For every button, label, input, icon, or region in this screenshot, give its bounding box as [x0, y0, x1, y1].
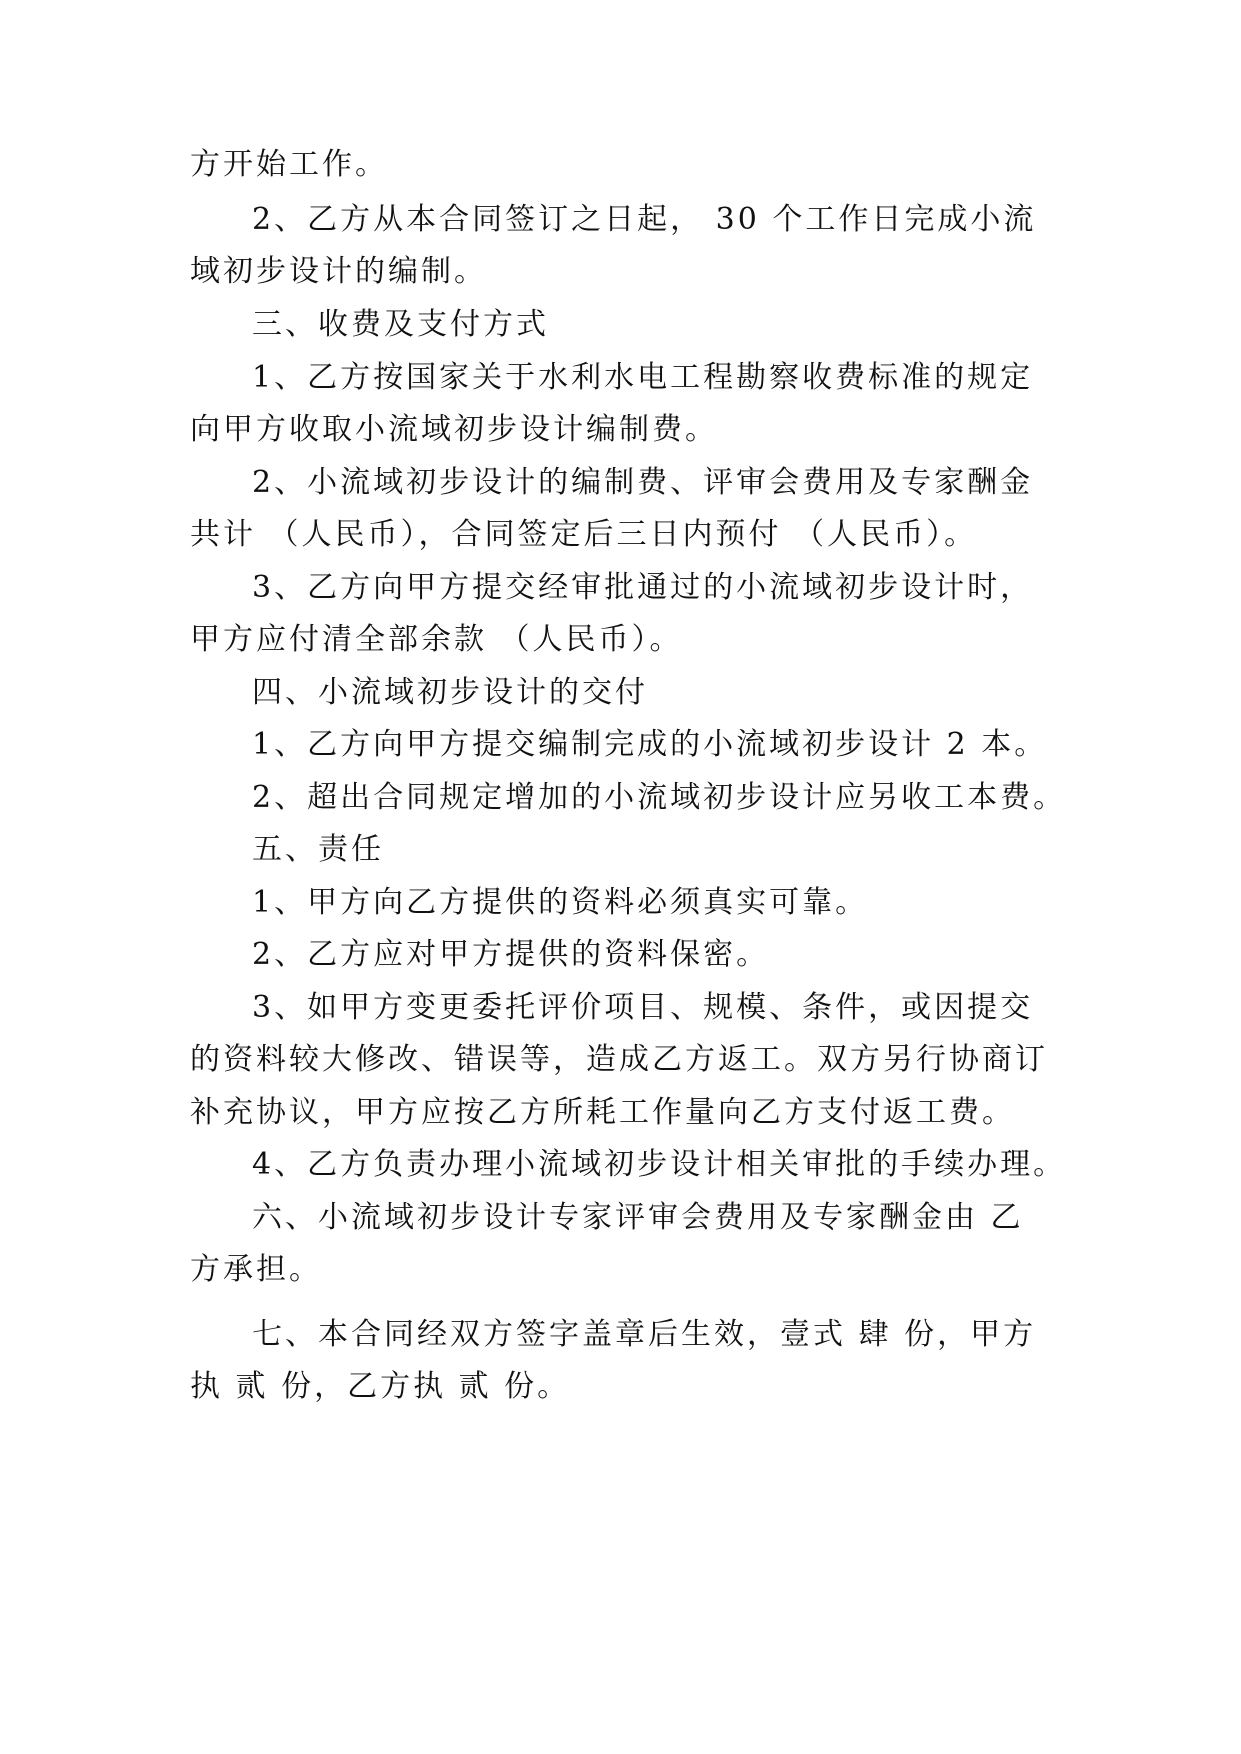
text-line: 2、超出合同规定增加的小流域初步设计应另收工本费。 [252, 780, 1067, 815]
text-line: 1、乙方向甲方提交编制完成的小流域初步设计 2 本。 [252, 727, 1048, 762]
text-line: 3、如甲方变更委托评价项目、规模、条件，或因提交 [252, 990, 1034, 1025]
text-line: 方开始工作。 [190, 147, 388, 182]
text-line: 1、乙方按国家关于水利水电工程勘察收费标准的规定 [252, 360, 1034, 395]
section-heading: 七、本合同经双方签字盖章后生效，壹式 肆 份，甲方 [252, 1317, 1037, 1352]
text-line: 3、乙方向甲方提交经审批通过的小流域初步设计时， [252, 570, 1034, 605]
text-line: 2、小流域初步设计的编制费、评审会费用及专家酬金 [252, 465, 1034, 500]
text-line: 1、甲方向乙方提供的资料必须真实可靠。 [252, 885, 869, 920]
text-line: 甲方应付清全部余款 （人民币）。 [190, 622, 683, 657]
text-line: 补充协议，甲方应按乙方所耗工作量向乙方支付返工费。 [190, 1095, 1015, 1130]
text-line: 2、乙方应对甲方提供的资料保密。 [252, 937, 770, 972]
text-line: 向甲方收取小流域初步设计编制费。 [190, 412, 718, 447]
section-heading: 三、收费及支付方式 [252, 307, 549, 342]
text-line: 2、乙方从本合同签订之日起， 30 个工作日完成小流 [252, 202, 1037, 237]
section-heading: 四、小流域初步设计的交付 [252, 675, 648, 710]
text-line: 的资料较大修改、错误等，造成乙方返工。双方另行协商订 [190, 1042, 1048, 1077]
section-heading: 五、责任 [252, 832, 384, 867]
text-line: 4、乙方负责办理小流域初步设计相关审批的手续办理。 [252, 1147, 1067, 1182]
text-line: 共计 （人民币），合同签定后三日内预付 （人民币）。 [190, 517, 978, 552]
text-line: 执 贰 份，乙方执 贰 份。 [190, 1369, 571, 1404]
text-line: 方承担。 [190, 1252, 322, 1287]
section-heading: 六、小流域初步设计专家评审会费用及专家酬金由 乙 [252, 1200, 1024, 1235]
text-line: 域初步设计的编制。 [190, 254, 487, 289]
